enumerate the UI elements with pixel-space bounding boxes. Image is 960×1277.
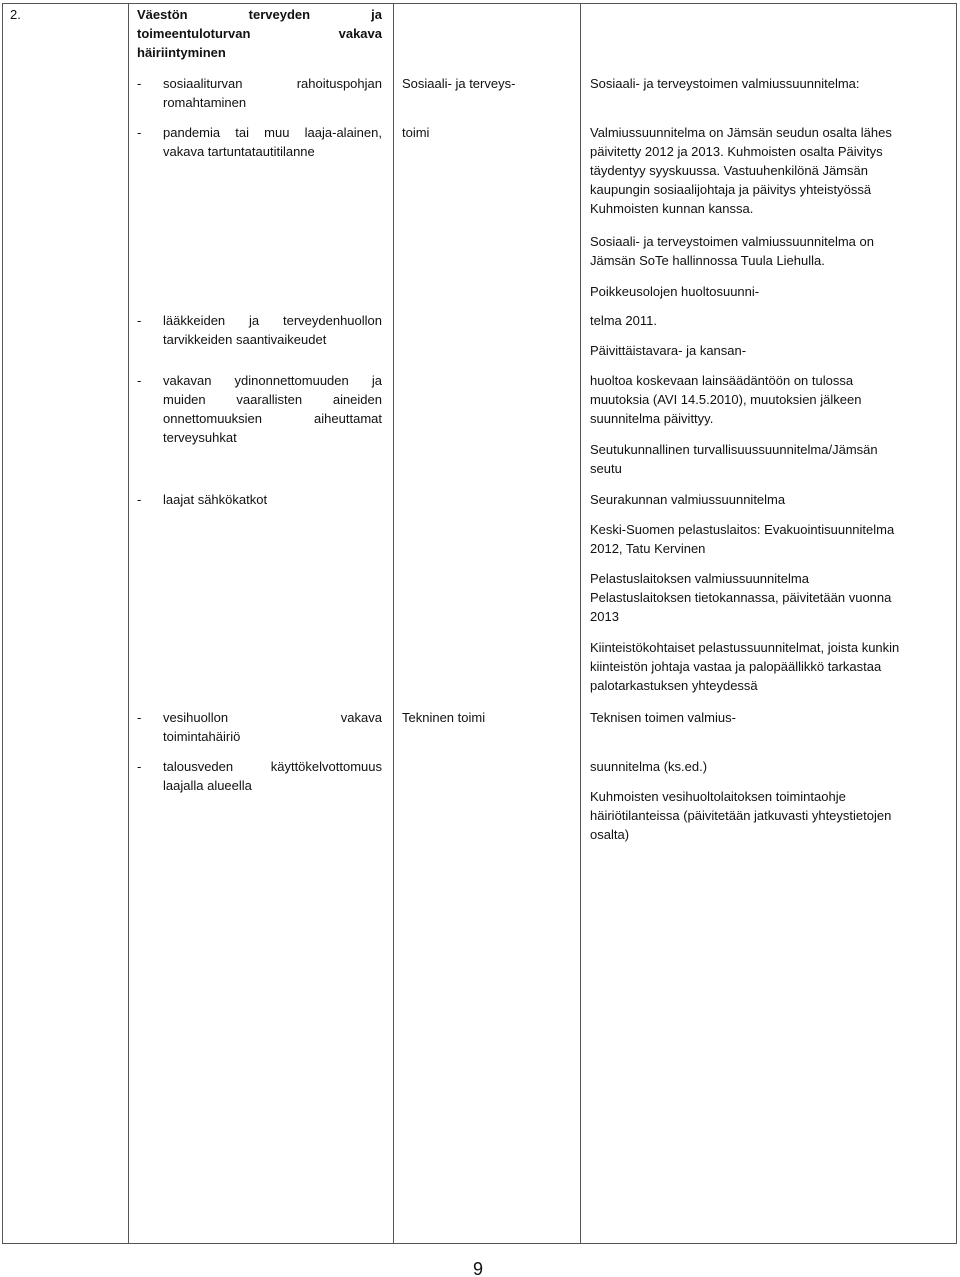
section-title-line: häiriintyminen	[137, 45, 226, 60]
threat-line: laajat sähkökatkot	[163, 492, 268, 507]
plan-line: kaupungin sosiaalijohtaja ja päivitys yhteistyössä	[590, 182, 872, 197]
threat-line: terveysuhkat	[163, 430, 237, 445]
plan-line: Valmiussuunnitelma on Jämsän seudun osalta lähes	[590, 125, 892, 140]
threat-line: vakava tartuntatautitilanne	[163, 144, 315, 159]
plan-line: Kiinteistökohtaiset pelastussuunnitelmat, joista kunkin	[590, 640, 900, 655]
threat-line: vesihuollon vakava	[163, 710, 382, 725]
threat-line: sosiaaliturvan rahoituspohjan	[163, 76, 382, 91]
plan-line: palotarkastuksen yhteydessä	[590, 678, 758, 693]
plan-line: telma 2011.	[590, 313, 657, 328]
threat-line: muiden vaarallisten aineiden	[163, 392, 382, 407]
responsible-social: Sosiaali- ja terveys-	[402, 76, 516, 91]
plan-line: Pelastuslaitoksen valmiussuunnitelma	[590, 571, 809, 586]
plan-line: Poikkeusolojen huoltosuunni-	[590, 284, 760, 299]
responsible-social-cont: toimi	[402, 125, 430, 140]
plan-line: Seutukunnallinen turvallisuussuunnitelma/Jämsän	[590, 442, 878, 457]
section-title-line: toimeentuloturvan vakava	[137, 26, 382, 41]
threat-line: lääkkeiden ja terveydenhuollon	[163, 313, 382, 328]
plan-heading: Sosiaali- ja terveystoimen valmiussuunnitelma:	[590, 76, 860, 91]
section-title-line: Väestön terveyden ja	[137, 7, 382, 22]
column-divider	[580, 3, 581, 1244]
plan-line: Keski-Suomen pelastuslaitos: Evakuointisuunnitelma	[590, 522, 895, 537]
plan-line: Seurakunnan valmiussuunnitelma	[590, 492, 786, 507]
column-divider	[393, 3, 394, 1244]
plan-line: suunnitelma päivittyy.	[590, 411, 714, 426]
page-number: 9	[473, 1259, 484, 1277]
column-divider	[128, 3, 129, 1244]
plan-line: häiriötilanteissa (päivitetään jatkuvasti yhteystietojen	[590, 808, 892, 823]
plan-line: päivitetty 2012 ja 2013. Kuhmoisten osalta Päivitys	[590, 144, 883, 159]
threat-line: romahtaminen	[163, 95, 247, 110]
plan-line: Päivittäistavara- ja kansan-	[590, 343, 747, 358]
plan-line: suunnitelma (ks.ed.)	[590, 759, 708, 774]
plan-line: Teknisen toimen valmius-	[590, 710, 736, 725]
plan-line: Kuhmoisten vesihuoltolaitoksen toimintaohje	[590, 789, 846, 804]
threat-line: talousveden käyttökelvottomuus	[163, 759, 382, 774]
plan-line: 2013	[590, 609, 619, 624]
section-number: 2.	[10, 7, 21, 22]
plan-line: huoltoa koskevaan lainsäädäntöön on tulossa	[590, 373, 854, 388]
threat-line: pandemia tai muu laaja-alainen,	[163, 125, 382, 140]
threat-line: vakavan ydinonnettomuuden ja	[163, 373, 382, 388]
plan-line: täydentyy syyskuussa. Vastuuhenkilönä Jämsän	[590, 163, 868, 178]
threat-line: tarvikkeiden saantivaikeudet	[163, 332, 327, 347]
threat-line: laajalla alueella	[163, 778, 252, 793]
plan-line: Kuhmoisten kunnan kanssa.	[590, 201, 754, 216]
threat-line: toimintahäiriö	[163, 729, 241, 744]
threat-line: onnettomuuksien aiheuttamat	[163, 411, 382, 426]
plan-line: seutu	[590, 461, 622, 476]
plan-line: muutoksia (AVI 14.5.2010), muutoksien jälkeen	[590, 392, 862, 407]
responsible-technical: Tekninen toimi	[402, 710, 486, 725]
plan-line: osalta)	[590, 827, 630, 842]
plan-line: Jämsän SoTe hallinnossa Tuula Liehulla.	[590, 253, 825, 268]
plan-line: Sosiaali- ja terveystoimen valmiussuunnitelma on	[590, 234, 874, 249]
plan-line: kiinteistön johtaja vastaa ja palopäällikkö tarkastaa	[590, 659, 882, 674]
plan-line: 2012, Tatu Kervinen	[590, 541, 706, 556]
plan-line: Pelastuslaitoksen tietokannassa, päivitetään vuonna	[590, 590, 892, 605]
